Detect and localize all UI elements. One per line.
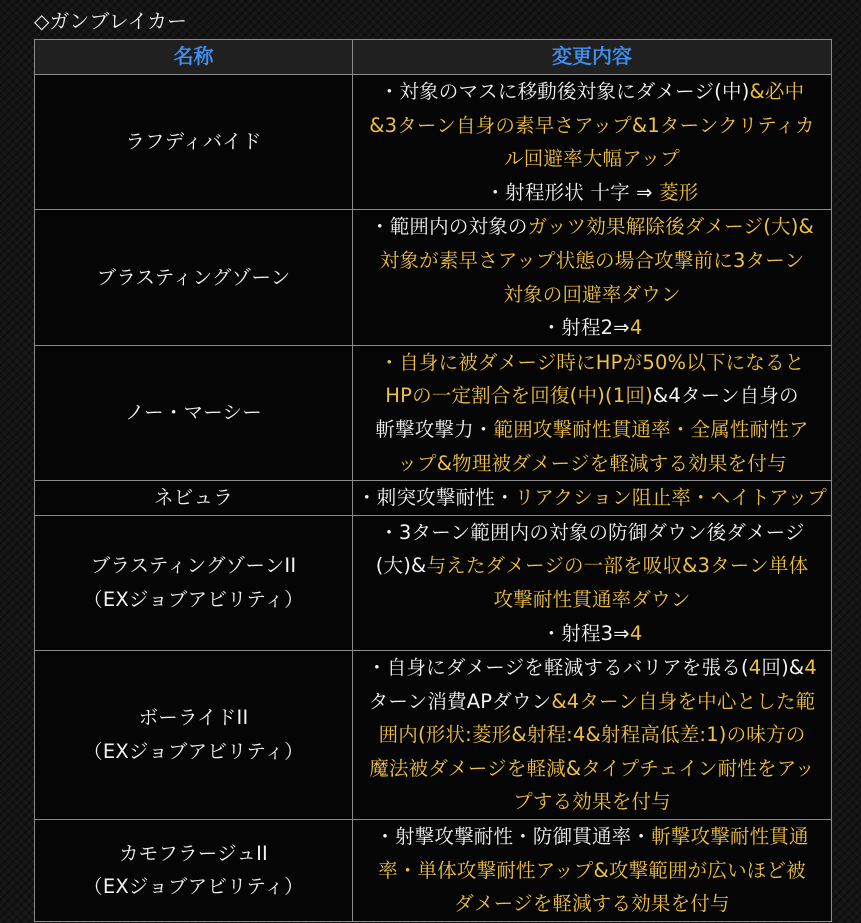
highlighted-text: &必中 bbox=[749, 80, 805, 103]
ability-name-cell bbox=[35, 210, 353, 345]
highlighted-text: リアクション阻止率・ヘイトアップ bbox=[514, 486, 827, 510]
change-detail-line bbox=[353, 447, 831, 481]
table-row bbox=[35, 481, 832, 516]
change-detail-line bbox=[353, 718, 831, 752]
change-detail-line bbox=[353, 244, 831, 278]
table-row bbox=[35, 651, 832, 820]
highlighted-text: 率・単体攻撃耐性アップ&攻撃範囲が広いほど被 bbox=[378, 858, 806, 882]
ability-name-line: （EXジョブアビリティ） bbox=[83, 875, 304, 899]
ability-changes-table bbox=[34, 39, 832, 922]
ability-name-line: ブラスティングゾーン bbox=[96, 265, 291, 289]
ability-name-cell bbox=[35, 820, 353, 922]
plain-text: 回)& bbox=[761, 656, 805, 680]
highlighted-text: ップ&物理被ダメージを軽減する効果を付与 bbox=[397, 451, 787, 475]
highlighted-text: 4 bbox=[748, 656, 762, 680]
change-detail-line bbox=[353, 685, 831, 719]
highlighted-text: ル回避率大幅アップ bbox=[504, 147, 680, 171]
change-detail-line bbox=[353, 549, 831, 583]
ability-name-line: （EXジョブアビリティ） bbox=[83, 587, 304, 611]
plain-text: ・射撃攻撃耐性・防御貫通率・ bbox=[375, 825, 652, 849]
section-heading: ◇ガンブレイカー bbox=[34, 9, 187, 33]
change-detail-line bbox=[353, 887, 831, 921]
ability-name-cell bbox=[35, 515, 353, 650]
ability-name-line: （EXジョブアビリティ） bbox=[83, 740, 304, 764]
highlighted-text: 与えたダメージの一部を吸収&3ターン単体 bbox=[426, 554, 809, 578]
highlighted-text: 囲内(形状:菱形&射程:4&射程高低差:1)の味方の bbox=[378, 723, 806, 747]
plain-text: ・3ターン範囲内の対象の防御ダウン後ダメージ bbox=[379, 520, 805, 544]
header-change: 変更内容 bbox=[353, 40, 832, 75]
ability-name-line: ネビュラ bbox=[154, 486, 233, 510]
highlighted-text: 対象の回避率ダウン bbox=[503, 282, 681, 306]
change-detail-line bbox=[353, 176, 831, 210]
plain-text: ターン消費APダウン bbox=[368, 689, 552, 713]
plain-text: ・自身にダメージを軽減するバリアを張る( bbox=[367, 656, 749, 680]
change-detail-line bbox=[353, 617, 831, 651]
ability-name-cell bbox=[35, 75, 353, 210]
highlighted-text: ガッツ効果解除後ダメージ(大)& bbox=[527, 215, 814, 239]
highlighted-text: HPの一定割合を回復(中)(1回) bbox=[385, 384, 653, 408]
change-detail-line bbox=[353, 346, 831, 380]
highlighted-text: 対象が素早さアップ状態の場合攻撃前に3ターン bbox=[379, 248, 805, 272]
highlighted-text: 4 bbox=[804, 656, 817, 680]
plain-text: ・射程2⇒ bbox=[541, 316, 630, 340]
table-body bbox=[35, 75, 832, 922]
header-name: 名称 bbox=[35, 40, 353, 75]
change-detail-line bbox=[353, 311, 831, 345]
change-detail-line bbox=[353, 75, 831, 109]
plain-text: (大)& bbox=[375, 554, 427, 578]
change-detail-line bbox=[353, 854, 831, 888]
change-detail-cell bbox=[353, 481, 832, 516]
highlighted-text: &4ターン自身を中心とした範 bbox=[551, 689, 816, 713]
highlighted-text: 斬撃攻撃耐性貫通 bbox=[651, 825, 809, 849]
table-row bbox=[35, 515, 832, 650]
highlighted-text: 4 bbox=[629, 621, 643, 645]
plain-text: 斬撃攻撃力・ bbox=[375, 417, 494, 441]
table-row bbox=[35, 210, 832, 345]
change-detail-cell bbox=[353, 345, 832, 480]
plain-text: ・範囲内の対象の bbox=[370, 215, 528, 239]
change-detail-cell bbox=[353, 515, 832, 650]
ability-name-line: カモフラージュII bbox=[118, 841, 269, 865]
plain-text: ・射程3⇒ bbox=[541, 621, 630, 645]
highlighted-text: 範囲攻撃耐性貫通率・全属性耐性ア bbox=[493, 417, 809, 441]
change-detail-line bbox=[353, 210, 831, 244]
highlighted-text: 菱形 bbox=[659, 180, 699, 204]
ability-name-line: ボーライドII bbox=[138, 706, 249, 730]
change-detail-cell bbox=[353, 820, 832, 922]
highlighted-text: 攻撃耐性貫通率ダウン bbox=[493, 587, 691, 611]
change-detail-line bbox=[353, 379, 831, 413]
ability-name-line: ブラスティングゾーンII bbox=[90, 554, 297, 578]
highlighted-text: 4 bbox=[629, 316, 643, 340]
change-detail-line bbox=[353, 481, 831, 515]
highlighted-text: ・自身に被ダメージ時にHPが50%以下になると bbox=[379, 350, 805, 374]
change-detail-line bbox=[353, 583, 831, 617]
change-detail-line bbox=[353, 651, 831, 685]
ability-name-cell bbox=[35, 651, 353, 820]
highlighted-text: ダメージを軽減する効果を付与 bbox=[454, 892, 730, 916]
change-detail-cell bbox=[353, 210, 832, 345]
ability-name-line: ラフディバイド bbox=[125, 130, 262, 154]
plain-text: ・射程形状 十字 ⇒ bbox=[485, 180, 660, 204]
plain-text: ・対象のマスに移動後対象にダメージ(中) bbox=[379, 80, 750, 103]
plain-text: &4ターン自身の bbox=[652, 384, 799, 408]
highlighted-text: &3ターン自身の素早さアップ&1ターンクリティカ bbox=[369, 113, 815, 137]
change-detail-cell bbox=[353, 75, 832, 210]
table-row bbox=[35, 820, 832, 922]
change-detail-line bbox=[353, 752, 831, 786]
change-detail-line bbox=[353, 785, 831, 819]
ability-name-cell bbox=[35, 481, 353, 516]
ability-name-line: ノー・マーシー bbox=[125, 401, 262, 425]
change-detail-cell bbox=[353, 651, 832, 820]
ability-name-cell bbox=[35, 345, 353, 480]
change-detail-line bbox=[353, 109, 831, 143]
table-row bbox=[35, 345, 832, 480]
change-detail-line bbox=[353, 820, 831, 854]
table-header-row bbox=[35, 40, 832, 75]
change-detail-line bbox=[353, 142, 831, 176]
table-row bbox=[35, 75, 832, 210]
highlighted-text: プする効果を付与 bbox=[513, 790, 671, 814]
change-detail-line bbox=[353, 516, 831, 550]
change-detail-line bbox=[353, 413, 831, 447]
change-detail-line bbox=[353, 278, 831, 312]
plain-text: ・刺突攻撃耐性・ bbox=[357, 486, 515, 510]
highlighted-text: 魔法被ダメージを軽減&タイプチェイン耐性をアッ bbox=[369, 756, 815, 780]
